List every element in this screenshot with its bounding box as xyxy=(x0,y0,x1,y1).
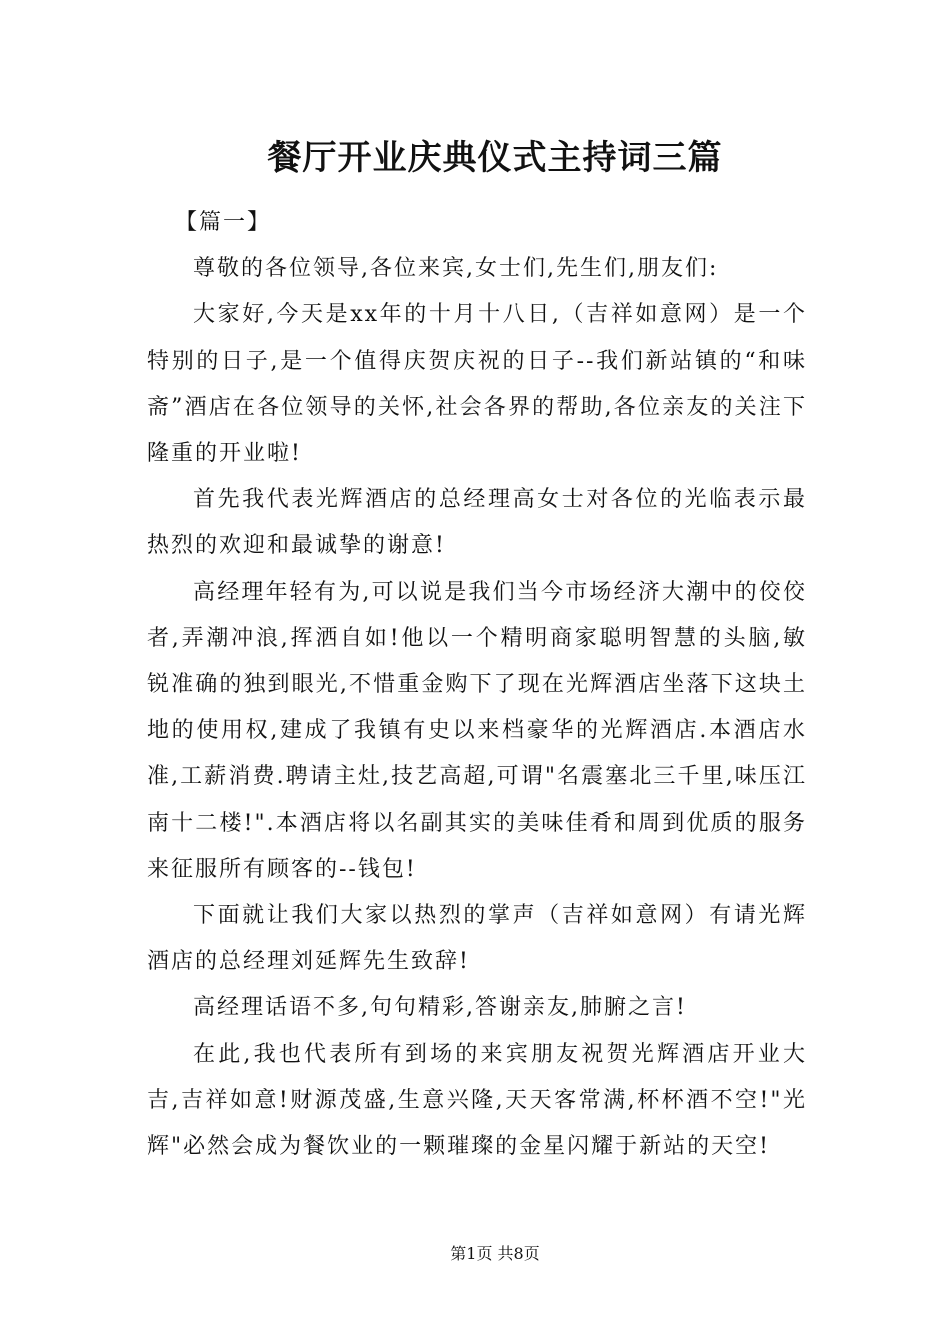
paragraph-blessing: 在此,我也代表所有到场的来宾朋友祝贺光辉酒店开业大吉,吉祥如意!财源茂盛,生意兴隆,天天客常满,杯杯酒不空!"光辉"必然会成为餐饮业的一颗璀璨的金星闪耀于新站的天空! xyxy=(147,1041,807,1160)
document-title: 餐厅开业庆典仪式主持词三篇 xyxy=(267,138,723,178)
paragraph-invite-speech: 下面就让我们大家以热烈的掌声（吉祥如意网）有请光辉酒店的总经理刘延辉先生致辞! xyxy=(147,903,807,975)
paragraph-welcome: 首先我代表光辉酒店的总经理高女士对各位的光临表示最热烈的欢迎和最诚挚的谢意! xyxy=(147,487,807,559)
paragraph-greeting: 尊敬的各位领导,各位来宾,女士们,先生们,朋友们: xyxy=(193,256,719,282)
paragraph-manager-praise: 高经理年轻有为,可以说是我们当今市场经济大潮中的佼佼者,弄潮冲浪,挥洒自如!他以一个精明商家聪明智慧的头脑,敏锐准确的独到眼光,不惜重金购下了现在光辉酒店坐落下这块土地的使用权,建成了我镇有史以来档豪华的光辉酒店.本酒店水准,工薪消费.聘请主灶,技艺高超,可谓"名震塞北三千里,味压江南十二楼!".本酒店将以名副其实的美味佳肴和周到优质的服务来征服所有顾客的--钱包! xyxy=(147,579,807,882)
page-number-footer: 第1页 共8页 xyxy=(450,1244,540,1263)
document-body xyxy=(147,200,807,1170)
paragraph-opening: 大家好,今天是xx年的十月十八日,（吉祥如意网）是一个特别的日子,是一个值得庆贺庆祝的日子--我们新站镇的“和味斋”酒店在各位领导的关怀,社会各界的帮助,各位亲友的关注下隆重的开业啦! xyxy=(147,302,807,467)
section-heading: 【篇一】 xyxy=(175,210,272,235)
paragraph-thanks: 高经理话语不多,句句精彩,答谢亲友,肺腑之言! xyxy=(193,995,687,1021)
